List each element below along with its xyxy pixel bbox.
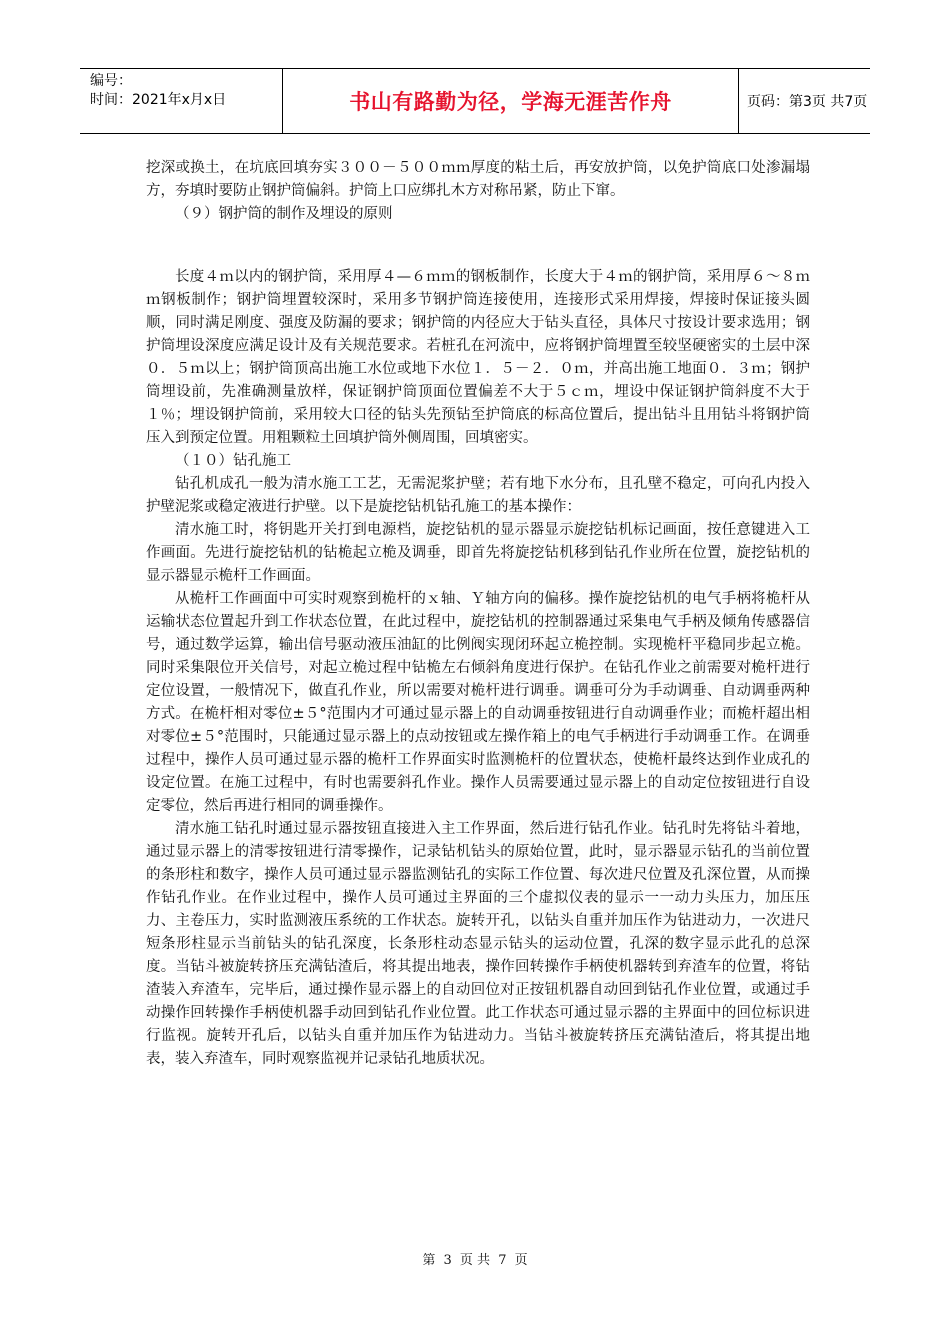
header-motto-cell [283,69,739,133]
body-paragraph: 钻孔机成孔一般为清水施工工艺，无需泥浆护壁；若有地下水分布，且孔壁不稳定，可向孔内投入护壁泥浆或稳定液进行护壁。以下是旋挖钻机钻孔施工的基本操作： [146,476,810,515]
footer-page-suffix: 页 [514,1253,528,1268]
body-paragraph: 长度４ｍ以内的钢护筒，采用厚４—６ｍｍ的钢板制作，长度大于４ｍ的钢护筒，采用厚６～８ｍｍ钢板制作；钢护筒埋置较深时，采用多节钢护筒连接使用，连接形式采用焊接，焊接时保证接头圆顺，同时满足刚度、强度及防漏的要求；钢护筒的内径应大于钻头直径，具体尺寸按设计要求选用；钢护筒埋设深度应满足设计及有关规范要求。若桩孔在河流中，应将钢护筒埋置至较坚硬密实的土层中深０．５ｍ以上；钢护筒顶高出施工水位或地下水位１．５－２．０ｍ，并高出施工地面０．３ｍ；钢护筒埋设前，先准确测量放样，保证钢护筒顶面位置偏差不大于５ｃｍ，埋设中保证钢护筒斜度不大于１％；埋设钢护筒前，采用较大口径的钻头先预钻至护筒底的标高位置后，提出钻斗且用钻斗将钢护筒压入到预定位置。用粗颗粒土回填护筒外侧周围，回填密实。 [146,269,810,446]
footer-page-total: 7 [498,1253,507,1268]
section-heading-10: （１０）钻孔施工 [175,453,291,469]
section-heading-9: （９）钢护筒的制作及埋设的原则 [175,206,393,222]
footer-page-current: 3 [443,1253,452,1268]
blank-line [146,226,810,243]
header-meta [80,69,283,133]
document-time-label: 时间：2021年x月x日 [90,92,227,108]
header-motto: 书山有路勤为径，学海无涯苦作舟 [349,90,672,114]
header-page-info: 页码：第3页 共7页 [747,94,868,110]
page-header [80,68,870,134]
body-paragraph: 清水施工时，将钥匙开关打到电源档，旋挖钻机的显示器显示旋挖钻机标记画面，按任意键进入工作画面。先进行旋挖钻机的钻桅起立桅及调垂，即首先将旋挖钻机移到钻孔作业所在位置，旋挖钻机的显示器显示桅杆工作画面。 [146,522,810,584]
document-number-label: 编号： [90,73,132,89]
footer-page-prefix: 第 [422,1253,436,1268]
body-paragraph: 清水施工钻孔时通过显示器按钮直接进入主工作界面，然后进行钻孔作业。钻孔时先将钻斗着地，通过显示器上的清零按钮进行清零操作，记录钻机钻头的原始位置，此时，显示器显示钻孔的当前位置的条形柱和数字，操作人员可通过显示器监测钻孔的实际工作位置、每次进尺位置及孔深位置，从而操作钻孔作业。在作业过程中，操作人员可通过主界面的三个虚拟仪表的显示一一动力头压力，加压压力、主卷压力，实时监测液压系统的工作状态。旋转开孔，以钻头自重并加压作为钻进动力，一次进尺短条形柱显示当前钻头的钻孔深度，长条形柱动态显示钻头的运动位置，孔深的数字显示此孔的总深度。当钻斗被旋转挤压充满钻渣后，将其提出地表，操作回转操作手柄使机器转到弃渣车的位置，将钻渣装入弃渣车，完毕后，通过操作显示器上的自动回位对正按钮机器自动回到钻孔作业位置，或通过手动操作回转操作手柄使机器手动回到钻孔作业位置。此工作状态可通过显示器的主界面中的回位标识进行监视。旋转开孔后，以钻头自重并加压作为钻进动力。当钻斗被旋转挤压充满钻渣后，将其提出地表，装入弃渣车，同时观察监视并记录钻孔地质状况。 [146,821,810,1067]
body-paragraph: 挖深或换土，在坑底回填夯实３００－５００ｍｍ厚度的粘土后，再安放护筒，以免护筒底口处渗漏塌方，夯填时要防止钢护筒偏斜。护筒上口应绑扎木方对称吊紧，防止下窜。 [146,160,810,199]
footer-page-mid: 页 共 [459,1253,491,1268]
document-body [146,157,810,1071]
page-footer [0,1249,950,1268]
blank-line [146,243,810,266]
body-paragraph: 从桅杆工作画面中可实时观察到桅杆的ｘ轴、Ｙ轴方向的偏移。操作旋挖钻机的电气手柄将桅杆从运输状态位置起升到工作状态位置，在此过程中，旋挖钻机的控制器通过采集电气手柄及倾角传感器信号，通过数学运算，输出信号驱动液压油缸的比例阀实现闭环起立桅控制。实现桅杆平稳同步起立桅。同时采集限位开关信号，对起立桅过程中钻桅左右倾斜角度进行保护。在钻孔作业之前需要对桅杆进行定位设置，一般情况下，做直孔作业，所以需要对桅杆进行调垂。调垂可分为手动调垂、自动调垂两种方式。在桅杆相对零位±５°范围内才可通过显示器上的自动调垂按钮进行自动调垂作业；而桅杆超出相对零位±５°范围时，只能通过显示器上的点动按钮或左操作箱上的电气手柄进行手动调垂工作。在调垂过程中，操作人员可通过显示器的桅杆工作界面实时监测桅杆的位置状态，使桅杆最终达到作业成孔的设定位置。在施工过程中，有时也需要斜孔作业。操作人员需要通过显示器上的自动定位按钮进行自设定零位，然后再进行相同的调垂操作。 [146,591,810,814]
